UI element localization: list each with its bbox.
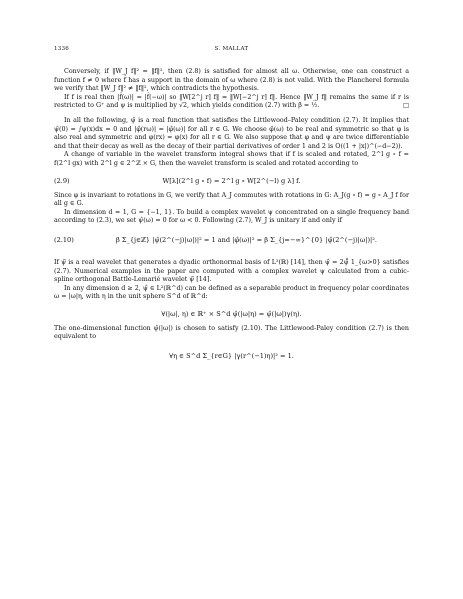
page-number: 1336 (54, 46, 70, 52)
paragraph-change-of-variable: A change of variable in the wavelet transform integral shows that if f is scaled and rotated, 2^l g ∘ f = f(2^l gx) with 2^l g ∈ 2^ℤ × G, then the wavelet transform is scaled and rotated according to (54, 151, 409, 167)
equation-number: (2.10) (54, 235, 74, 244)
equation-polar (54, 306, 409, 322)
equation-body: β Σ_{j∈ℤ} |ψ̂(2^(−j)|ω|)|² = 1 and |φ̂(ω)|² = β Σ_{j=−∞}^{0} |ψ̂(2^(−j)|ω|)|². (116, 235, 377, 244)
equation-littlewood-paley (54, 346, 409, 372)
running-header (54, 46, 409, 56)
paragraph-any-dimension: In any dimension d ≥ 2, ψ̂ ∈ L²(ℝ^d) can be defined as a separable product in frequency polar coordinates ω = |ω|η, with η in the unit sphere S^d of ℝ^d: (54, 284, 409, 301)
paragraph-rotation: Since φ is invariant to rotations in G, we verify that A_J commutes with rotations in G: A_J(g ∘ f) = g ∘ A_J f for all g ∈ G. (54, 191, 409, 208)
paragraph-assumptions: In all the following, ψ̂ is a real function that satisfies the Littlewood–Paley condition (2.7). It implies that ψ̂(0) = ∫ψ(x)dx = 0 and |φ̂(rω)| = |φ̂(ω)| for all r ∈ G. We choose φ̂(ω) to be real and symmetric so that φ is also real and symmetric and φ(rx) = φ(x) for all r ∈ G. We also suppose that φ and ψ are twice differentiable and that their decay as well as the decay of their partial derivatives of order 1 and 2 is O((1 + |x|)^(−d−2)). (54, 116, 409, 150)
equation-body: ∀(|ω|, η) ∈ ℝ⁺ × S^d ψ̂(|ω|η) = ψ̂(|ω|)γ(η). (161, 309, 302, 318)
equation-body: W[λ](2^l g ∘ f) = 2^l g ∘ W[2^(−l) g λ] f. (162, 176, 301, 185)
paragraph-converse: Conversely, if ‖W_J f‖² = ‖f‖², then (2.8) is satisfied for almost all ω. Otherwise, one can construct a function f ≠ 0 where f̂ has a support in the domain of ω where (2.8) is not valid. With the Plancherel formula we verify that ‖W_J f‖² ≠ ‖f‖², which contradicts the hypothesis. (54, 68, 409, 93)
paragraph-dimension-one: In dimension d = 1, G = {−1, 1}. To build a complex wavelet ψ concentrated on a single frequency band according to (2.3), we set ψ̂(ω) = 0 for ω < 0. Following (2.7), W_J is unitary if and only if (54, 208, 409, 225)
equation-2-10 (54, 230, 409, 256)
paragraph-one-dimensional: The one-dimensional function ψ̂(|ω|) is chosen to satisfy (2.10). The Littlewood-Paley condition (2.7) is then equivalent to (54, 324, 409, 341)
equation-number: (2.9) (54, 176, 70, 185)
paragraph-real-wavelet: If ψ̃ is a real wavelet that generates a dyadic orthonormal basis of L²(ℝ) [14], then ψ̂ = 2ψ̃̂ 1_{ω>0} satisfies (2.7). Numerical examples in the paper are computed with a complex wavelet ψ calculated from a cubic-spline orthogonal Battle-Lemarié wavelet ψ̃ [14]. (54, 258, 409, 284)
equation-2-9 (54, 173, 409, 189)
running-author: S. MALLAT (214, 46, 249, 52)
paragraph-real-case-text: If f is real then |f̂(ω)| = |f̂(−ω)| so ‖W[2^j r] f‖ = ‖W[−2^j r] f‖. Hence ‖W_J f‖ remains the same if r is restricted to G⁺ and ψ is multiplied by √2, which yields condition (2.7) with β = ½. (54, 93, 409, 110)
body-text (54, 68, 409, 375)
paragraph-real-case (54, 94, 409, 111)
equation-body: ∀η ∈ S^d Σ_{r∈G} |γ(r^(−1)η)|² = 1. (169, 352, 294, 361)
qed-symbol: □ (403, 102, 409, 110)
